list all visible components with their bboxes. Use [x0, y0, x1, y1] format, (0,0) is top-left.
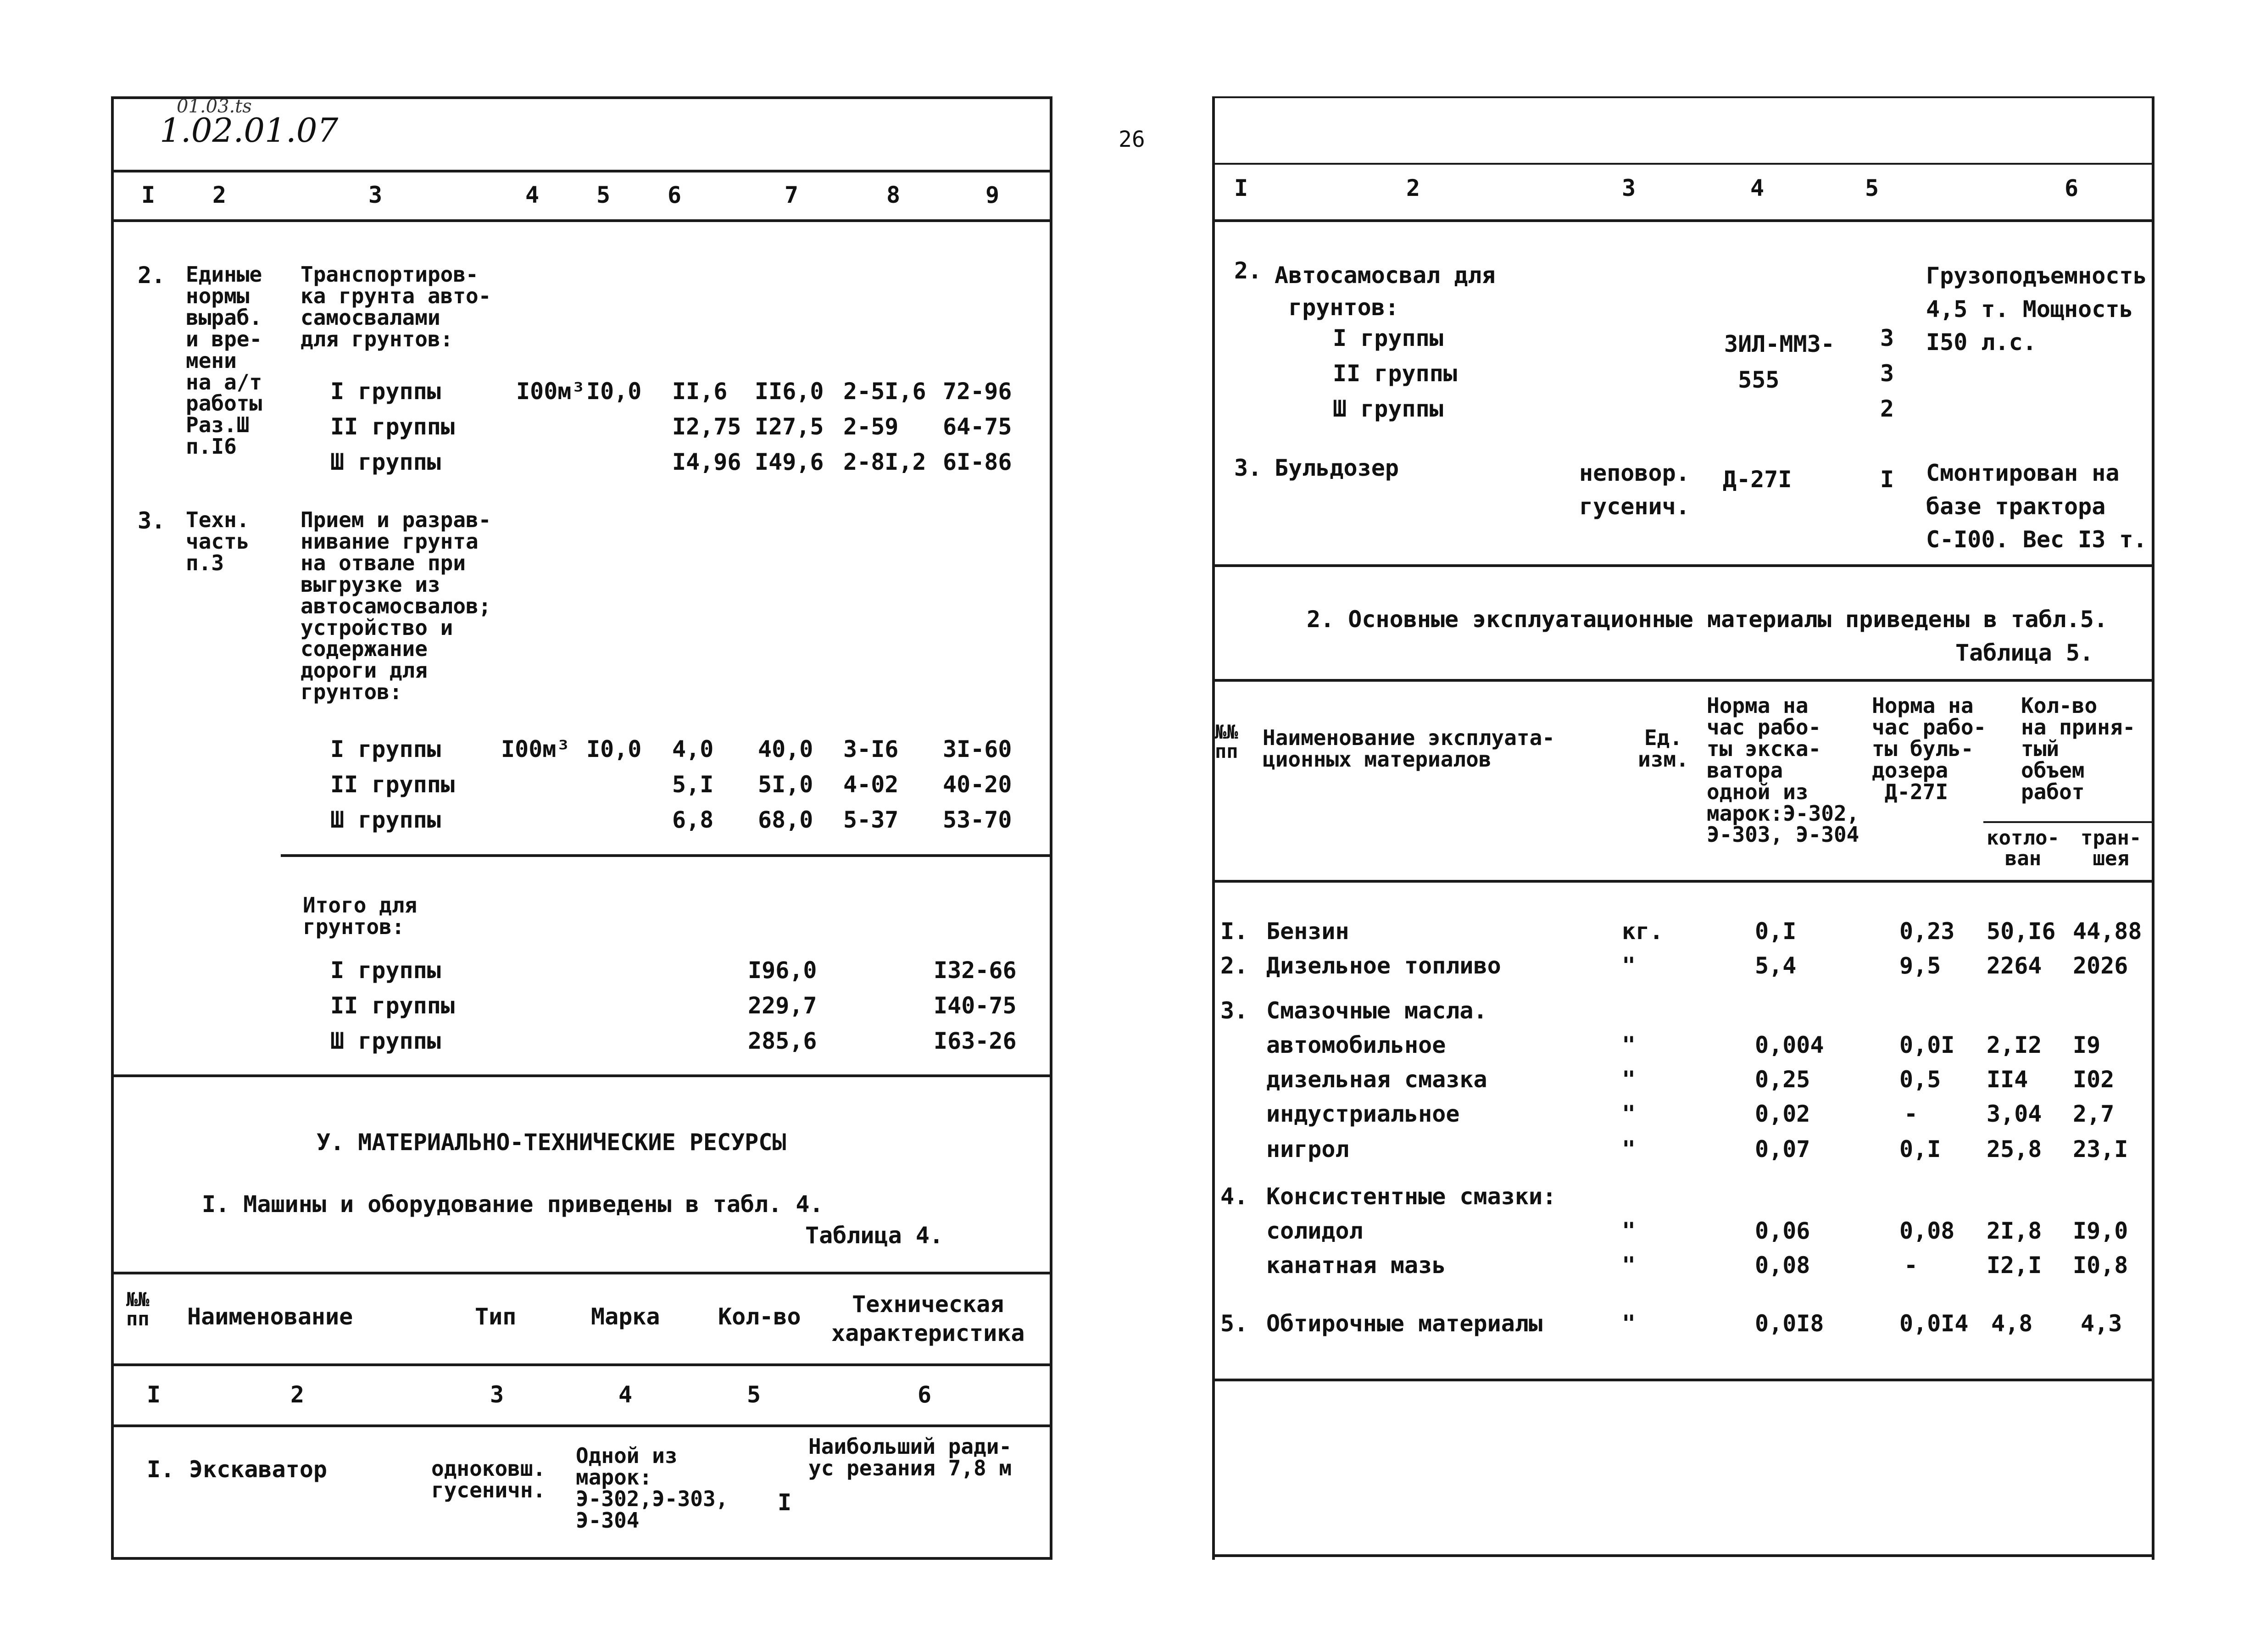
cell-value: 0,07 — [1755, 1136, 1810, 1163]
row-name: дизельная смазка — [1266, 1066, 1487, 1093]
col-number: 2 — [1406, 175, 1420, 201]
header-bulldozer: Норма на час рабо- ты буль- дозера Д-27I — [1872, 693, 1987, 804]
group-name: I группы — [330, 378, 441, 405]
group-name: II группы — [330, 413, 455, 440]
group-name: Ш группы — [330, 1028, 441, 1054]
row-tech: Грузоподъемность 4,5 т. Мощность I50 л.с. — [1926, 262, 2147, 356]
col-number: I — [147, 1381, 161, 1408]
header-name: Наименование — [187, 1303, 353, 1330]
cell-value: 5-37 — [843, 807, 899, 833]
cell-value: 4,3 — [2081, 1310, 2122, 1337]
divider — [1212, 564, 2154, 567]
col-number: I — [141, 182, 156, 208]
row-basis: Техн. часть п.3 — [186, 507, 250, 575]
row-name: канатная мазь — [1266, 1252, 1446, 1279]
col-number: 6 — [668, 182, 682, 208]
col-number: 6 — [2065, 175, 2079, 201]
group-name: Ш группы — [1333, 395, 1443, 422]
row-unit: " — [1622, 1136, 1636, 1163]
col-number: 6 — [918, 1381, 932, 1408]
divider — [111, 1074, 1052, 1077]
row-qty: I — [1880, 466, 1894, 493]
row-name: Бензин — [1266, 918, 1349, 945]
cell-value: 229,7 — [748, 992, 817, 1019]
row-unit: I00м³ — [501, 736, 570, 762]
row-unit: кг. — [1622, 918, 1664, 945]
col-number: 2 — [290, 1381, 305, 1408]
cell-value: 0,08 — [1755, 1252, 1810, 1279]
row-mark: Д-27I — [1723, 466, 1792, 493]
divider — [111, 1363, 1052, 1366]
cell-value: II6,0 — [755, 378, 824, 405]
row-name: Обтирочные материалы — [1266, 1310, 1543, 1337]
row-name: Транспортиров- ка грунта авто- самосвалами для грунтов: — [301, 262, 491, 351]
row-name: индустриальное — [1266, 1101, 1460, 1127]
header-num: №№ пп — [1215, 721, 1238, 762]
row-number: 5. — [1220, 1310, 1248, 1337]
row-qty: I — [778, 1489, 792, 1516]
group-name: I группы — [330, 957, 441, 984]
col-number: I — [1234, 175, 1248, 201]
cell-value: I96,0 — [748, 957, 817, 984]
cell-value: 0,06 — [1755, 1218, 1810, 1244]
cell-value: 0,004 — [1755, 1032, 1824, 1058]
cell-value: 4,8 — [1991, 1310, 2033, 1337]
group-name: I группы — [1333, 325, 1443, 351]
row-tech: Смонтирован на базе трактора С-I00. Вес I3 т. — [1926, 460, 2147, 553]
cell-value: 44,88 — [2073, 918, 2142, 945]
header-mark: Марка — [591, 1303, 660, 1330]
cell-value: I2,75 — [672, 413, 741, 440]
group-name: Ш группы — [330, 449, 441, 475]
doc-code-old: 01.03.ts — [177, 96, 252, 117]
cell-value: I40-75 — [934, 992, 1017, 1019]
doc-code: 1.02.01.07 — [160, 111, 339, 150]
group-name: I группы — [330, 736, 441, 762]
col-number: 4 — [525, 182, 540, 208]
cell-value: 0,5 — [1899, 1066, 1941, 1093]
cell-value: - — [1904, 1252, 1918, 1279]
row-number: 2. — [1234, 257, 1262, 284]
divider — [1212, 219, 2154, 222]
group-name: II группы — [1333, 360, 1457, 387]
cell-value: 5I,0 — [758, 771, 813, 798]
cell-value: 0,0I4 — [1899, 1310, 1969, 1337]
row-qty: I0,0 — [586, 378, 642, 405]
divider — [111, 219, 1052, 222]
row-tech: Наибольший ради- ус резания 7,8 м — [808, 1434, 1012, 1480]
row-number: 4. — [1220, 1183, 1248, 1210]
row-name: Смазочные масла. — [1266, 997, 1487, 1024]
cell-value: 3I-60 — [943, 736, 1012, 762]
cell-value: 0,08 — [1899, 1218, 1955, 1244]
group-name: II группы — [330, 992, 455, 1019]
header-type: Тип — [475, 1303, 517, 1330]
cell-value: II,6 — [672, 378, 728, 405]
row-number: 3. — [1220, 997, 1248, 1024]
col-number: 4 — [618, 1381, 633, 1408]
cell-value: 0,0I — [1899, 1032, 1955, 1058]
row-name: Прием и разрав- нивание грунта на отвале при выгрузке из автосамосвалов; устройство и содержание дороги для грунтов: — [301, 507, 491, 705]
cell-value: I0,8 — [2073, 1252, 2128, 1279]
row-name: солидол — [1266, 1218, 1363, 1244]
header-volume: Кол-во на приня- тый объем работ — [2021, 693, 2136, 804]
row-name: автомобильное — [1266, 1032, 1446, 1058]
row-number: I. — [147, 1456, 175, 1483]
row-name: нигрол — [1266, 1136, 1349, 1163]
col-number: 9 — [985, 182, 1000, 208]
group-name: Ш группы — [330, 807, 441, 833]
col-number: 3 — [490, 1381, 504, 1408]
col-number: 8 — [886, 182, 901, 208]
totals-label: Итого для грунтов: — [303, 893, 418, 939]
row-unit: " — [1622, 1032, 1636, 1058]
row-number: 2. — [138, 262, 166, 289]
row-qty: 3 — [1880, 360, 1894, 387]
cell-value: I63-26 — [934, 1028, 1017, 1054]
cell-value: 2,I2 — [1987, 1032, 2042, 1058]
cell-value: 2I,8 — [1987, 1218, 2042, 1244]
divider — [281, 854, 1052, 857]
cell-value: 0,23 — [1899, 918, 1955, 945]
divider — [1212, 1379, 2154, 1381]
row-unit: " — [1622, 1066, 1636, 1093]
col-number: 3 — [368, 182, 383, 208]
row-unit: " — [1622, 1218, 1636, 1244]
row-mark: Одной из марок: Э-302,Э-303, Э-304 — [576, 1443, 729, 1533]
right-page-left-edge — [1212, 96, 1215, 1560]
row-name: Дизельное топливо — [1266, 952, 1501, 979]
row-unit: I00м³ — [516, 378, 585, 405]
cell-value: 40,0 — [758, 736, 813, 762]
cell-value: 40-20 — [943, 771, 1012, 798]
divider — [1212, 1554, 2154, 1557]
cell-value: I2,I — [1987, 1252, 2042, 1279]
cell-value: 6I-86 — [943, 449, 1012, 475]
cell-value: 23,I — [2073, 1136, 2128, 1163]
cell-value: I27,5 — [755, 413, 824, 440]
cell-value: 3-I6 — [843, 736, 899, 762]
cell-value: I32-66 — [934, 957, 1017, 984]
row-name: Бульдозер — [1275, 455, 1399, 481]
header-num: №№ пп — [126, 1288, 150, 1330]
cell-value: 0,I — [1899, 1136, 1941, 1163]
cell-value: 0,0I8 — [1755, 1310, 1824, 1337]
right-page-right-edge — [2152, 96, 2154, 1560]
row-mark: ЗИЛ-ММЗ- 555 — [1724, 331, 1835, 393]
section-text: 2. Основные эксплуатационные материалы приведены в табл.5. — [1307, 606, 2108, 633]
col-number: 5 — [747, 1381, 761, 1408]
divider — [111, 1272, 1052, 1274]
page-number: 26 — [1119, 127, 1145, 152]
row-qty: 3 — [1880, 325, 1894, 351]
cell-value: 25,8 — [1987, 1136, 2042, 1163]
header-pit: котло- ван — [1987, 826, 2060, 870]
row-unit: " — [1622, 1101, 1636, 1127]
cell-value: 72-96 — [943, 378, 1012, 405]
divider — [111, 1424, 1052, 1427]
divider — [111, 170, 1052, 172]
cell-value: 9,5 — [1899, 952, 1941, 979]
row-number: 3. — [138, 507, 166, 534]
section-text: I. Машины и оборудование приведены в табл. 4. — [202, 1191, 824, 1218]
col-number: 5 — [596, 182, 611, 208]
col-number: 7 — [785, 182, 799, 208]
cell-value: 64-75 — [943, 413, 1012, 440]
cell-value: 2026 — [2073, 952, 2128, 979]
header-unit: Ед. изм. — [1638, 725, 1689, 772]
col-number: 3 — [1622, 175, 1636, 201]
table-label: Таблица 5. — [1955, 640, 2094, 666]
divider — [1212, 163, 2154, 165]
cell-value: 2,7 — [2073, 1101, 2115, 1127]
row-number: 2. — [1220, 952, 1248, 979]
group-name: II группы — [330, 771, 455, 798]
row-qty: 2 — [1880, 395, 1894, 422]
row-number: 3. — [1234, 455, 1262, 481]
cell-value: I9 — [2073, 1032, 2101, 1058]
cell-value: I9,0 — [2073, 1218, 2128, 1244]
cell-value: 0,I — [1755, 918, 1797, 945]
header-name: Наименование эксплуата- ционных материалов — [1263, 725, 1555, 772]
divider — [1212, 880, 2154, 883]
header-excavator: Норма на час рабо- ты экска- ватора одной из марок:Э-302, Э-303, Э-304 — [1707, 693, 1859, 847]
cell-value: 50,I6 — [1987, 918, 2056, 945]
cell-value: 4-02 — [843, 771, 899, 798]
cell-value: 2-8I,2 — [843, 449, 926, 475]
cell-value: 5,4 — [1755, 952, 1797, 979]
cell-value: 53-70 — [943, 807, 1012, 833]
cell-value: II4 — [1987, 1066, 2028, 1093]
cell-value: I02 — [2073, 1066, 2115, 1093]
row-qty: I0,0 — [586, 736, 642, 762]
cell-value: 2264 — [1987, 952, 2042, 979]
row-basis: Единые нормы выраб. и вре- мени на а/т работы Раз.Ш п.I6 — [186, 262, 262, 459]
row-name: Автосамосвал для грунтов: — [1275, 262, 1496, 321]
header-tech: Техническая характеристика — [831, 1291, 1025, 1346]
divider — [1212, 679, 2154, 682]
row-name: Консистентные смазки: — [1266, 1183, 1557, 1210]
row-unit: " — [1622, 952, 1636, 979]
header-trench: тран- шея — [2081, 826, 2142, 870]
cell-value: 0,25 — [1755, 1066, 1810, 1093]
cell-value: - — [1904, 1101, 1918, 1127]
cell-value: 4,0 — [672, 736, 714, 762]
cell-value: 5,I — [672, 771, 714, 798]
row-name: Экскаватор — [189, 1456, 328, 1483]
col-number: 5 — [1865, 175, 1879, 201]
cell-value: 2-5I,6 — [843, 378, 926, 405]
cell-value: 3,04 — [1987, 1101, 2042, 1127]
section-title: У. МАТЕРИАЛЬНО-ТЕХНИЧЕСКИЕ РЕСУРСЫ — [317, 1129, 786, 1156]
cell-value: 285,6 — [748, 1028, 817, 1054]
row-type: одноковш. гусеничн. — [431, 1456, 546, 1502]
col-number: 2 — [212, 182, 227, 208]
cell-value: I4,96 — [672, 449, 741, 475]
cell-value: 6,8 — [672, 807, 714, 833]
table-label: Таблица 4. — [805, 1222, 944, 1249]
row-unit: " — [1622, 1310, 1636, 1337]
row-number: I. — [1220, 918, 1248, 945]
header-qty: Кол-во — [718, 1303, 801, 1330]
divider — [1983, 821, 2152, 823]
cell-value: 0,02 — [1755, 1101, 1810, 1127]
cell-value: 68,0 — [758, 807, 813, 833]
cell-value: I49,6 — [755, 449, 824, 475]
row-unit: " — [1622, 1252, 1636, 1279]
row-type: неповор. гусенич. — [1579, 460, 1690, 520]
col-number: 4 — [1750, 175, 1765, 201]
cell-value: 2-59 — [843, 413, 899, 440]
divider — [1212, 96, 2154, 98]
